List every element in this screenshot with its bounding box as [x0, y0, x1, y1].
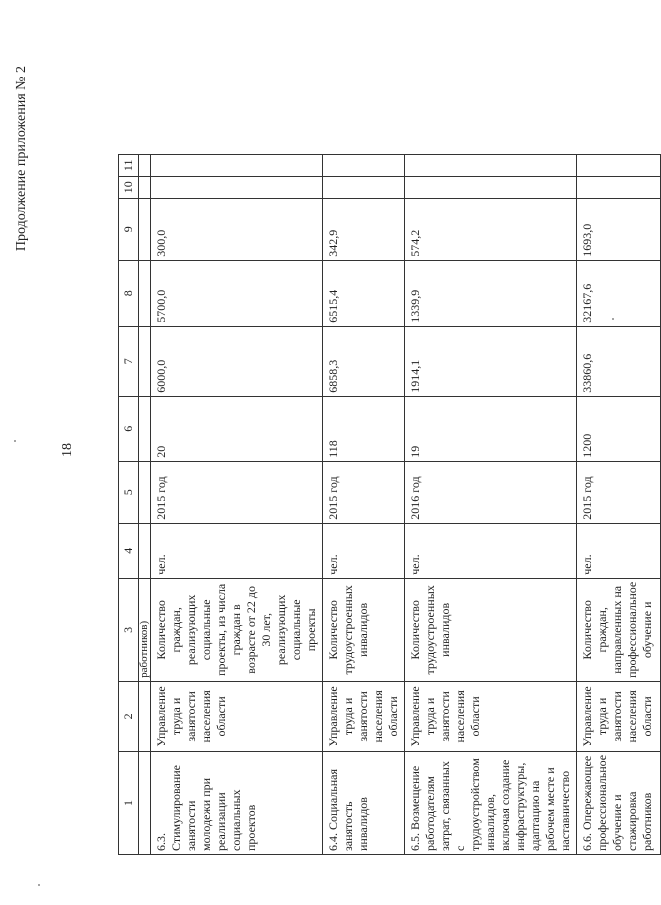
- regional-cost: 1693,0: [577, 198, 661, 260]
- unit: чел.: [405, 523, 577, 578]
- col11: [151, 154, 323, 176]
- continuation-text: работников): [139, 578, 151, 681]
- col10: [151, 176, 323, 198]
- table-row: [151, 154, 323, 854]
- year: 2015 год: [151, 461, 323, 523]
- page-number: 18: [60, 443, 75, 457]
- value: 19: [405, 396, 577, 461]
- indicator: Количество граждан, направленных на профессиональное обучение и: [577, 578, 661, 681]
- value: 1200: [577, 396, 661, 461]
- header-cell: 6: [119, 396, 139, 461]
- col10: [323, 176, 405, 198]
- value: 118: [323, 396, 405, 461]
- scan-speck: [14, 440, 16, 442]
- executor: Управление труда и занятости населения области: [577, 681, 661, 751]
- continuation-row: [139, 154, 151, 854]
- header-row: [119, 154, 139, 854]
- total-cost: 6858,3: [323, 326, 405, 396]
- header-cell: 4: [119, 523, 139, 578]
- total-cost: 33860,6: [577, 326, 661, 396]
- value: 20: [151, 396, 323, 461]
- total-cost: 1914,1: [405, 326, 577, 396]
- col10: [405, 176, 577, 198]
- unit: чел.: [151, 523, 323, 578]
- year: 2015 год: [323, 461, 405, 523]
- regional-cost: 300,0: [151, 198, 323, 260]
- col10: [577, 176, 661, 198]
- measure-name: 6.3. Стимулирование занятости молодежи при реализации социальных проектов: [151, 751, 323, 854]
- year: 2015 год: [577, 461, 661, 523]
- year: 2016 год: [405, 461, 577, 523]
- header-cell: 3: [119, 578, 139, 681]
- appendix-caption: Продолжение приложения № 2: [14, 66, 29, 252]
- indicator: Количество трудоустроенных инвалидов: [405, 578, 577, 681]
- federal-cost: 6515,4: [323, 260, 405, 326]
- header-cell: 10: [119, 176, 139, 198]
- col11: [577, 154, 661, 176]
- executor: Управление труда и занятости населения области: [405, 681, 577, 751]
- table-row: [323, 154, 405, 854]
- table-row: [577, 154, 661, 854]
- measure-name: 6.5. Возмещение работодателям затрат, связанных с трудоустройством инвалидов, включая создание инфраструктуры, адаптацию на рабочем месте и наставничество: [405, 751, 577, 854]
- total-cost: 6000,0: [151, 326, 323, 396]
- unit: чел.: [323, 523, 405, 578]
- header-cell: 11: [119, 154, 139, 176]
- col11: [323, 154, 405, 176]
- header-cell: 5: [119, 461, 139, 523]
- regional-cost: 574,2: [405, 198, 577, 260]
- col11: [405, 154, 577, 176]
- measure-name: 6.4. Социальная занятость инвалидов: [323, 751, 405, 854]
- table-row: [405, 154, 577, 854]
- measure-name: 6.6. Опережающее профессиональное обучение и стажировка работников: [577, 751, 661, 854]
- scan-speck: [38, 884, 40, 886]
- unit: чел.: [577, 523, 661, 578]
- executor: Управление труда и занятости населения области: [323, 681, 405, 751]
- federal-cost: 32167,6: [577, 260, 661, 326]
- indicator: Количество граждан, реализующих социальные проекты, из числа граждан в возрасте от 22 до 30 лет, реализующих социальные проекты: [151, 578, 323, 681]
- header-cell: 8: [119, 260, 139, 326]
- federal-cost: 1339,9: [405, 260, 577, 326]
- federal-cost: 5700,0: [151, 260, 323, 326]
- header-cell: 1: [119, 751, 139, 854]
- header-cell: 9: [119, 198, 139, 260]
- executor: Управление труда и занятости населения области: [151, 681, 323, 751]
- regional-cost: 342,9: [323, 198, 405, 260]
- program-table: [118, 154, 661, 855]
- header-cell: 2: [119, 681, 139, 751]
- header-cell: 7: [119, 326, 139, 396]
- indicator: Количество трудоустроенных инвалидов: [323, 578, 405, 681]
- scan-speck: [612, 318, 614, 320]
